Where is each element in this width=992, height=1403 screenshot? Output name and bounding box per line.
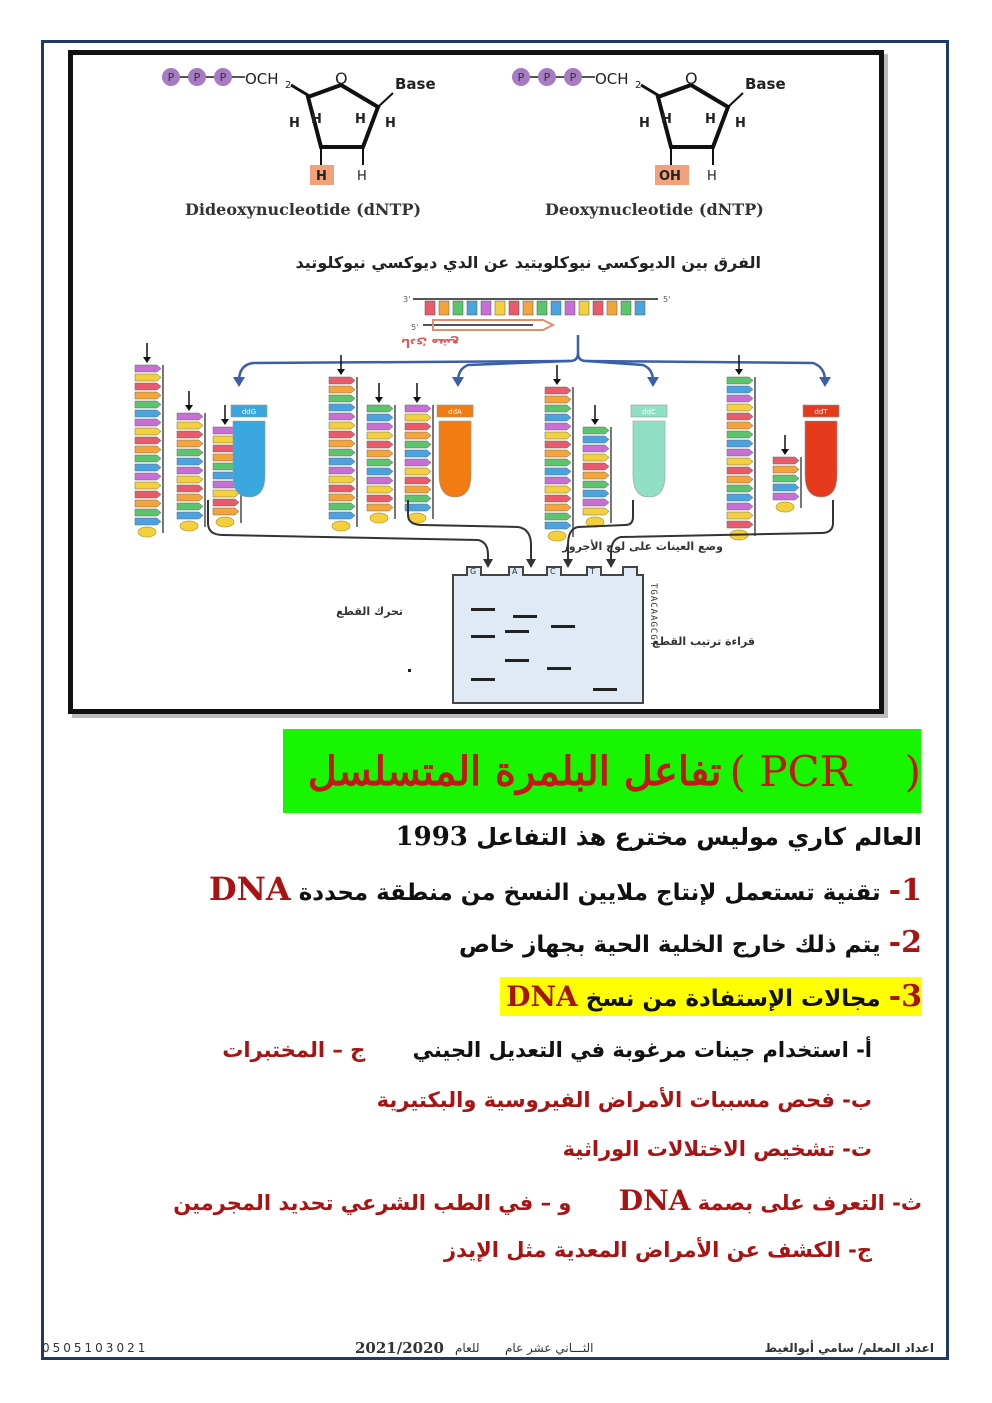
template-base (495, 301, 505, 315)
fragment-base (177, 485, 203, 492)
och2-label: OCH (245, 70, 279, 88)
fragment-base (773, 457, 799, 464)
fragment-base (583, 490, 609, 497)
fragment-base (135, 437, 161, 444)
gel-move-label: تحرك القطع (336, 605, 403, 618)
fragment-base (545, 522, 571, 529)
fragment-base (367, 432, 393, 439)
fragment-base (329, 377, 355, 384)
item-1 (209, 870, 922, 908)
fragment-base (177, 413, 203, 420)
sub-item-w-text: و – في الطب الشرعي تحديد المجرمين (173, 1191, 572, 1215)
radiolabel-end (138, 527, 156, 537)
fragment-base (545, 477, 571, 484)
svg-text:A: A (512, 567, 518, 576)
fragment-base (583, 454, 609, 461)
template-base (621, 301, 631, 315)
deoxy-caption: Deoxynucleotide (dNTP) (545, 200, 764, 219)
fragment-base (329, 485, 355, 492)
fragment-base (329, 467, 355, 474)
deoxy-structure (512, 68, 786, 219)
fragment-base (329, 503, 355, 510)
fragment-base (545, 459, 571, 466)
svg-text:H: H (316, 169, 327, 184)
svg-text:G: G (470, 567, 477, 576)
fragment-base (213, 490, 239, 497)
primer-label: بادئ مشع (401, 336, 460, 350)
fragment-base (727, 458, 753, 465)
svg-text:OH: OH (659, 169, 681, 184)
tube-dda (437, 405, 473, 497)
tube-label: ddC (642, 408, 656, 416)
fragment-base (583, 436, 609, 443)
template-base (579, 301, 589, 315)
fragment-base (329, 404, 355, 411)
tube-ddg (231, 405, 267, 497)
tube-ddt (803, 405, 839, 497)
fragment-base (213, 508, 239, 515)
svg-text:H: H (639, 116, 650, 131)
och2-sub: 2 (285, 80, 292, 91)
fragment-base (367, 441, 393, 448)
footer-year-label: للعام (455, 1341, 480, 1355)
fragment-base (545, 396, 571, 403)
gel-band (505, 630, 529, 633)
fragment-base (727, 494, 753, 501)
template-base (481, 301, 491, 315)
gel-band (471, 608, 495, 611)
svg-text:H: H (707, 169, 717, 184)
fragment-base (329, 413, 355, 420)
svg-text:Base: Base (745, 75, 786, 93)
fragment-base (329, 431, 355, 438)
svg-text:2: 2 (635, 80, 642, 91)
fragment-base (135, 392, 161, 399)
svg-text:H: H (735, 116, 746, 131)
template-base (537, 301, 547, 315)
fragment-base (177, 476, 203, 483)
template-base (607, 301, 617, 315)
fragment-base (329, 422, 355, 429)
svg-text:O: O (685, 69, 698, 88)
fragment-base (727, 440, 753, 447)
distribution-arrows (239, 335, 825, 381)
fragment-base (135, 509, 161, 516)
item-3-dna: DNA (506, 980, 578, 1013)
fragment-base (727, 431, 753, 438)
fragment-base (727, 377, 753, 384)
fragment-base (545, 441, 571, 448)
fragment-base (545, 414, 571, 421)
fragment-base (727, 449, 753, 456)
ring-oxygen: O (335, 69, 348, 88)
title-pcr: ( PCR ) (729, 746, 921, 796)
sub-item-th (173, 1184, 922, 1217)
fragment-base (177, 458, 203, 465)
fragment-base (727, 476, 753, 483)
template-base (467, 301, 477, 315)
template-base (593, 301, 603, 315)
fragment-base (545, 387, 571, 394)
base-label: Base (395, 75, 436, 93)
gel-place-label: وضع العينات على لوح الأجروز (562, 540, 723, 553)
sub-item-a (222, 1038, 872, 1062)
fragment-base (329, 512, 355, 519)
svg-text:H: H (289, 116, 300, 131)
radiolabel-end (776, 502, 794, 512)
fragment-base (727, 422, 753, 429)
phosphate-letter: P (167, 71, 175, 84)
fragment-base (177, 503, 203, 510)
figure-svg (73, 55, 879, 709)
sub-item-t-text: ت- تشخيص الاختلالات الوراثية (562, 1137, 872, 1161)
gel-dot (408, 669, 411, 672)
fragment-base (405, 432, 431, 439)
gel-band (471, 678, 495, 681)
sub-item-th-text: ث- التعرف على بصمة (697, 1191, 922, 1215)
fragment-base (177, 512, 203, 519)
svg-text:H: H (357, 169, 367, 184)
inventor-line (396, 822, 922, 852)
fragment-base (367, 495, 393, 502)
svg-text:P: P (569, 71, 577, 84)
item-3-number: 3- (888, 979, 922, 1014)
gel-band (513, 615, 537, 618)
footer-year: 2021/2020 (355, 1339, 444, 1357)
fragment-base (583, 427, 609, 434)
svg-text:H: H (311, 112, 322, 127)
fragment-base (329, 449, 355, 456)
item-1-dna: DNA (208, 870, 291, 908)
template-base (523, 301, 533, 315)
fragment-base (773, 493, 799, 500)
fragment-base (367, 486, 393, 493)
sub-item-j-text: ج- الكشف عن الأمراض المعدية مثل الإيدز (443, 1238, 872, 1262)
gel-sequence: TGACAAGCGT (648, 583, 658, 648)
template-base (453, 301, 463, 315)
fragment-base (405, 405, 431, 412)
fragment-base (135, 455, 161, 462)
fragment-base (135, 518, 161, 525)
fragment-base (405, 423, 431, 430)
fragment-base (405, 441, 431, 448)
agarose-gel (408, 567, 658, 703)
fragment-base (545, 405, 571, 412)
radiolabel-end (370, 513, 388, 523)
template-dna (401, 295, 670, 350)
gel-band (547, 667, 571, 670)
template-base (635, 301, 645, 315)
fragment-base (329, 440, 355, 447)
svg-text:5': 5' (663, 295, 671, 304)
fragment-base (727, 503, 753, 510)
sub-item-j-labs: ج – المختبرات (222, 1038, 366, 1062)
fragment-base (583, 463, 609, 470)
fragment-base (367, 468, 393, 475)
fragment-base (135, 464, 161, 471)
fragment-base (367, 414, 393, 421)
fragment-base (177, 449, 203, 456)
title-bar (283, 729, 921, 813)
fragment-base (773, 475, 799, 482)
radiolabel-end (180, 521, 198, 531)
phosphate-letter: P (193, 71, 201, 84)
svg-text:H: H (385, 116, 396, 131)
title-arabic: تفاعل البلمرة المتسلسل (307, 747, 722, 795)
fragment-base (545, 468, 571, 475)
fragment-base (727, 404, 753, 411)
fragment-base (135, 428, 161, 435)
item-1-text: تقنية تستعمل لإنتاج ملايين النسخ من منطقة محددة (298, 880, 881, 906)
dideoxy-structure (162, 68, 436, 219)
fragment-base (405, 459, 431, 466)
gel-band (471, 635, 495, 638)
fragment-base (367, 450, 393, 457)
tube-label: ddT (814, 408, 828, 416)
fragment-base (545, 432, 571, 439)
fragment-base (177, 431, 203, 438)
template-base (551, 301, 561, 315)
fragment-base (583, 472, 609, 479)
sub-item-a-text: أ- استخدام جينات مرغوبة في التعديل الجيني (412, 1038, 872, 1062)
fragment-base (583, 499, 609, 506)
item-3 (500, 977, 922, 1016)
figure-caption-ar: الفرق بين الديوكسي نيوكلويتيد عن الدي ديوكسي نيوكلوتيد (295, 253, 761, 272)
fragment-base (367, 504, 393, 511)
sub-item-j (444, 1238, 872, 1262)
fragment-base (329, 458, 355, 465)
item-2-number: 2- (888, 925, 922, 960)
phosphate-letter: P (219, 71, 227, 84)
fragment-base (727, 467, 753, 474)
fragment-base (367, 477, 393, 484)
inventor-text: العالم كاري موليس مخترع هذ التفاعل (476, 823, 922, 851)
fragment-base (177, 440, 203, 447)
fragment-base (545, 450, 571, 457)
gel-band (505, 659, 529, 662)
template-base (565, 301, 575, 315)
svg-text:P: P (517, 71, 525, 84)
svg-text:3': 3' (403, 295, 411, 304)
sequencing-figure (68, 50, 884, 714)
radiolabel-end (216, 517, 234, 527)
svg-text:P: P (543, 71, 551, 84)
footer-phone: 0505103021 (42, 1341, 149, 1355)
fragment-base (367, 405, 393, 412)
fragment-base (545, 513, 571, 520)
template-base (439, 301, 449, 315)
svg-text:H: H (705, 112, 716, 127)
fragment-base (329, 494, 355, 501)
fragment-base (727, 521, 753, 528)
fragment-base (727, 395, 753, 402)
gel-band (593, 688, 617, 691)
inventor-year: 1993 (395, 822, 468, 852)
gel-read-label: قراءة ترتيب القطع (652, 635, 755, 648)
fragment-base (727, 413, 753, 420)
fragment-base (135, 500, 161, 507)
svg-text:H: H (355, 112, 366, 127)
fragment-base (583, 445, 609, 452)
fragment-base (135, 374, 161, 381)
template-base (509, 301, 519, 315)
fragment-base (583, 481, 609, 488)
sub-item-b (377, 1088, 872, 1112)
tube-ddc (631, 405, 667, 497)
svg-text:T: T (590, 567, 595, 576)
fragment-base (177, 467, 203, 474)
sub-item-th-dna: DNA (618, 1184, 691, 1217)
fragment-base (135, 383, 161, 390)
fragment-base (545, 504, 571, 511)
svg-text:C: C (550, 567, 556, 576)
fragment-base (329, 386, 355, 393)
svg-text:H: H (661, 112, 672, 127)
fragment-base (727, 386, 753, 393)
svg-text:OCH: OCH (595, 70, 629, 88)
fragment-base (135, 365, 161, 372)
tube-label: ddA (448, 408, 462, 416)
fragment-base (329, 476, 355, 483)
phosphate-chain-left (162, 68, 245, 86)
dideoxy-caption: Dideoxynucleotide (dNTP) (185, 200, 422, 219)
fragment-base (727, 512, 753, 519)
sub-item-t (563, 1137, 872, 1161)
footer-grade: الثـــاني عشر عام (505, 1341, 594, 1355)
fragment-base (773, 466, 799, 473)
footer-teacher: اعداد المعلم/ سامي أبوالغيط (764, 1341, 934, 1355)
fragment-base (405, 468, 431, 475)
fragment-base (405, 477, 431, 484)
fragment-base (405, 486, 431, 493)
fragment-base (545, 486, 571, 493)
fragment-base (135, 491, 161, 498)
fragment-base (773, 484, 799, 491)
fragment-base (135, 473, 161, 480)
fragment-base (329, 395, 355, 402)
fragment-base (135, 410, 161, 417)
svg-text:5': 5' (411, 323, 419, 332)
fragment-base (545, 423, 571, 430)
fragment-base (177, 422, 203, 429)
fragment-base (405, 414, 431, 421)
gel-band (551, 625, 575, 628)
fragment-base (727, 485, 753, 492)
tube-label: ddG (241, 408, 257, 416)
fragment-base (135, 419, 161, 426)
fragment-base (367, 459, 393, 466)
fragment-base (583, 508, 609, 515)
item-3-text: مجالات الإستفادة من نسخ (585, 986, 881, 1012)
template-base (425, 301, 435, 315)
fragment-base (545, 495, 571, 502)
radiolabel-end (332, 521, 350, 531)
fragment-base (367, 423, 393, 430)
fragment-base (405, 450, 431, 457)
item-2-text: يتم ذلك خارج الخلية الحية بجهاز خاص (458, 932, 881, 958)
fragment-base (177, 494, 203, 501)
fragment-base (135, 446, 161, 453)
item-1-number: 1- (888, 873, 922, 908)
sub-item-b-text: ب- فحص مسببات الأمراض الفيروسية والبكتيرية (376, 1088, 872, 1112)
fragment-base (213, 499, 239, 506)
fragment-base (135, 401, 161, 408)
fragment-base (135, 482, 161, 489)
item-2 (459, 925, 922, 960)
